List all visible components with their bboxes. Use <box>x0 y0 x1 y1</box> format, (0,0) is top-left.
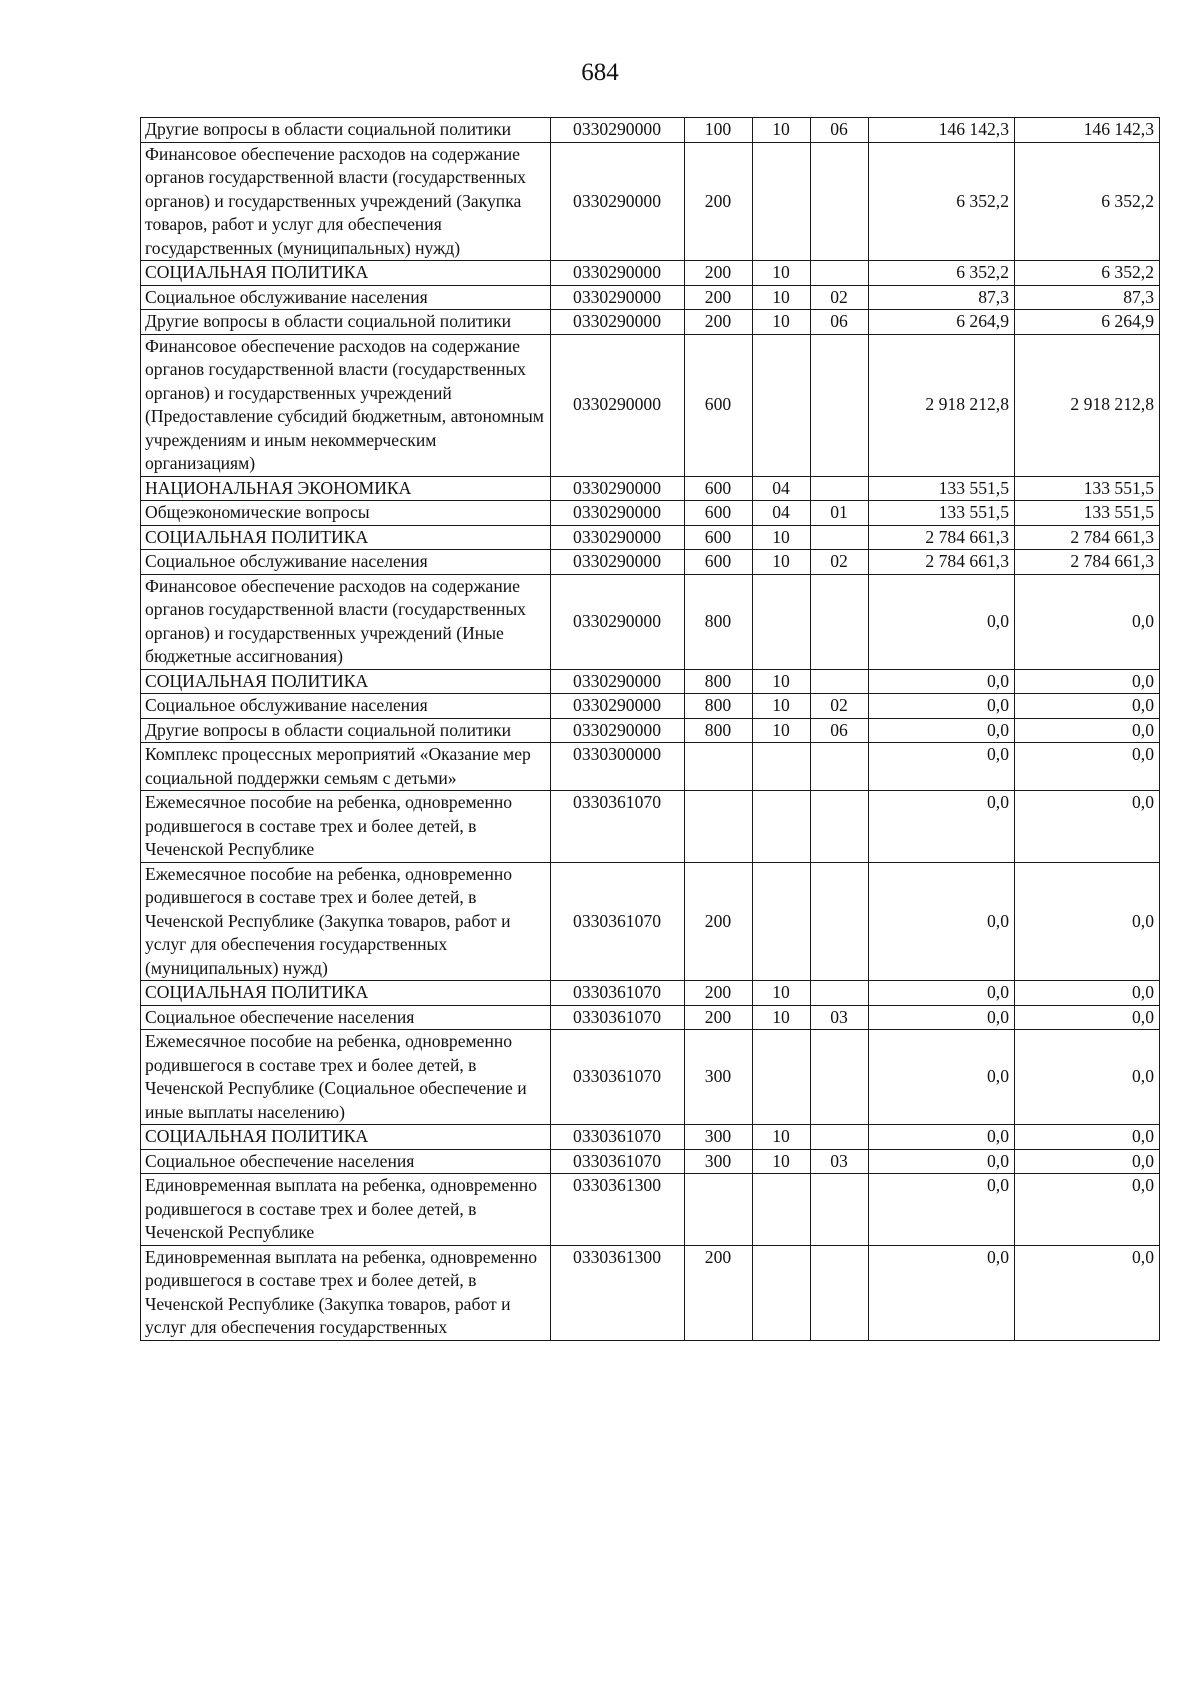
amount-year2-cell: 6 264,9 <box>1015 310 1160 335</box>
target-article-cell: 0330361300 <box>551 1245 685 1340</box>
target-article-cell: 0330290000 <box>551 550 685 575</box>
amount-year1-cell: 0,0 <box>869 1174 1015 1246</box>
subsection-cell: 06 <box>811 118 869 143</box>
row-name-cell: Финансовое обеспечение расходов на содержание органов государственной власти (государственных органов) и государственных учреждений (Предоставление субсидий бюджетным, автономным учреждениям и иным некоммерческим организациям) <box>141 334 551 476</box>
expense-type-cell <box>685 791 753 863</box>
amount-year1-cell: 0,0 <box>869 694 1015 719</box>
section-cell <box>753 1174 811 1246</box>
amount-year2-cell: 0,0 <box>1015 669 1160 694</box>
amount-year1-cell: 0,0 <box>869 981 1015 1006</box>
row-name-cell: Единовременная выплата на ребенка, одновременно родившегося в составе трех и более детей, в Чеченской Республике <box>141 1174 551 1246</box>
amount-year2-cell: 2 784 661,3 <box>1015 525 1160 550</box>
section-cell: 04 <box>753 476 811 501</box>
section-cell: 10 <box>753 550 811 575</box>
expense-type-cell: 100 <box>685 118 753 143</box>
table-row <box>141 1125 1160 1150</box>
target-article-cell: 0330290000 <box>551 694 685 719</box>
subsection-cell <box>811 261 869 286</box>
expense-type-cell: 200 <box>685 285 753 310</box>
table-row <box>141 1005 1160 1030</box>
subsection-cell <box>811 1030 869 1125</box>
expense-type-cell <box>685 743 753 791</box>
amount-year2-cell: 133 551,5 <box>1015 501 1160 526</box>
subsection-cell: 01 <box>811 501 869 526</box>
row-name-cell: Комплекс процессных мероприятий «Оказание мер социальной поддержки семьям с детьми» <box>141 743 551 791</box>
table-row <box>141 1030 1160 1125</box>
amount-year2-cell: 6 352,2 <box>1015 142 1160 261</box>
table-row <box>141 261 1160 286</box>
target-article-cell: 0330361300 <box>551 1174 685 1246</box>
target-article-cell: 0330290000 <box>551 669 685 694</box>
row-name-cell: Ежемесячное пособие на ребенка, одновременно родившегося в составе трех и более детей, в Чеченской Республике (Социальное обеспечение и иные выплаты населению) <box>141 1030 551 1125</box>
subsection-cell: 03 <box>811 1149 869 1174</box>
section-cell <box>753 1245 811 1340</box>
row-name-cell: СОЦИАЛЬНАЯ ПОЛИТИКА <box>141 525 551 550</box>
expense-type-cell: 800 <box>685 694 753 719</box>
section-cell <box>753 743 811 791</box>
expense-type-cell: 600 <box>685 525 753 550</box>
amount-year1-cell: 146 142,3 <box>869 118 1015 143</box>
expense-type-cell: 800 <box>685 669 753 694</box>
table-row <box>141 118 1160 143</box>
row-name-cell: Другие вопросы в области социальной политики <box>141 718 551 743</box>
row-name-cell: Ежемесячное пособие на ребенка, одновременно родившегося в составе трех и более детей, в Чеченской Республике (Закупка товаров, работ и услуг для обеспечения государственных (муниципальных) нужд) <box>141 862 551 981</box>
amount-year2-cell: 6 352,2 <box>1015 261 1160 286</box>
section-cell: 10 <box>753 261 811 286</box>
amount-year2-cell: 0,0 <box>1015 1125 1160 1150</box>
table-row <box>141 476 1160 501</box>
amount-year1-cell: 2 918 212,8 <box>869 334 1015 476</box>
target-article-cell: 0330361070 <box>551 1125 685 1150</box>
table-row <box>141 1174 1160 1246</box>
amount-year1-cell: 2 784 661,3 <box>869 550 1015 575</box>
expense-type-cell: 200 <box>685 1245 753 1340</box>
amount-year2-cell: 146 142,3 <box>1015 118 1160 143</box>
subsection-cell <box>811 476 869 501</box>
expense-type-cell: 300 <box>685 1149 753 1174</box>
amount-year2-cell: 0,0 <box>1015 1174 1160 1246</box>
expense-type-cell: 200 <box>685 261 753 286</box>
target-article-cell: 0330361070 <box>551 981 685 1006</box>
target-article-cell: 0330290000 <box>551 334 685 476</box>
row-name-cell: Социальное обеспечение населения <box>141 1005 551 1030</box>
table-row <box>141 694 1160 719</box>
amount-year1-cell: 0,0 <box>869 718 1015 743</box>
subsection-cell: 06 <box>811 718 869 743</box>
expense-type-cell: 200 <box>685 310 753 335</box>
expense-type-cell: 200 <box>685 1005 753 1030</box>
row-name-cell: Социальное обеспечение населения <box>141 1149 551 1174</box>
row-name-cell: Социальное обслуживание населения <box>141 694 551 719</box>
section-cell: 10 <box>753 118 811 143</box>
amount-year1-cell: 0,0 <box>869 791 1015 863</box>
target-article-cell: 0330290000 <box>551 261 685 286</box>
amount-year2-cell: 87,3 <box>1015 285 1160 310</box>
amount-year1-cell: 0,0 <box>869 1125 1015 1150</box>
amount-year2-cell: 0,0 <box>1015 1030 1160 1125</box>
amount-year2-cell: 0,0 <box>1015 694 1160 719</box>
expense-type-cell: 200 <box>685 142 753 261</box>
target-article-cell: 0330290000 <box>551 310 685 335</box>
expense-type-cell: 300 <box>685 1125 753 1150</box>
subsection-cell: 02 <box>811 550 869 575</box>
section-cell: 10 <box>753 310 811 335</box>
subsection-cell <box>811 743 869 791</box>
amount-year2-cell: 0,0 <box>1015 1245 1160 1340</box>
row-name-cell: НАЦИОНАЛЬНАЯ ЭКОНОМИКА <box>141 476 551 501</box>
target-article-cell: 0330361070 <box>551 1005 685 1030</box>
section-cell: 10 <box>753 525 811 550</box>
expense-type-cell: 300 <box>685 1030 753 1125</box>
section-cell <box>753 1030 811 1125</box>
table-row <box>141 981 1160 1006</box>
table-row <box>141 574 1160 669</box>
table-row <box>141 285 1160 310</box>
amount-year1-cell: 0,0 <box>869 862 1015 981</box>
section-cell <box>753 142 811 261</box>
row-name-cell: Социальное обслуживание населения <box>141 550 551 575</box>
subsection-cell: 06 <box>811 310 869 335</box>
row-name-cell: Единовременная выплата на ребенка, одновременно родившегося в составе трех и более детей, в Чеченской Республике (Закупка товаров, работ и услуг для обеспечения государственных <box>141 1245 551 1340</box>
expense-type-cell: 800 <box>685 718 753 743</box>
section-cell: 10 <box>753 1125 811 1150</box>
subsection-cell <box>811 334 869 476</box>
section-cell <box>753 791 811 863</box>
amount-year1-cell: 0,0 <box>869 669 1015 694</box>
subsection-cell <box>811 791 869 863</box>
target-article-cell: 0330290000 <box>551 718 685 743</box>
table-row <box>141 310 1160 335</box>
subsection-cell <box>811 574 869 669</box>
amount-year2-cell: 0,0 <box>1015 862 1160 981</box>
row-name-cell: Другие вопросы в области социальной политики <box>141 310 551 335</box>
table-row <box>141 862 1160 981</box>
target-article-cell: 0330290000 <box>551 118 685 143</box>
row-name-cell: СОЦИАЛЬНАЯ ПОЛИТИКА <box>141 1125 551 1150</box>
amount-year2-cell: 0,0 <box>1015 718 1160 743</box>
target-article-cell: 0330290000 <box>551 142 685 261</box>
section-cell: 10 <box>753 694 811 719</box>
amount-year1-cell: 0,0 <box>869 1149 1015 1174</box>
amount-year1-cell: 0,0 <box>869 1245 1015 1340</box>
amount-year2-cell: 0,0 <box>1015 574 1160 669</box>
target-article-cell: 0330290000 <box>551 476 685 501</box>
table-row <box>141 718 1160 743</box>
expense-type-cell: 600 <box>685 476 753 501</box>
expense-type-cell: 600 <box>685 550 753 575</box>
amount-year1-cell: 6 352,2 <box>869 261 1015 286</box>
row-name-cell: СОЦИАЛЬНАЯ ПОЛИТИКА <box>141 669 551 694</box>
amount-year1-cell: 6 264,9 <box>869 310 1015 335</box>
amount-year2-cell: 2 784 661,3 <box>1015 550 1160 575</box>
row-name-cell: Другие вопросы в области социальной политики <box>141 118 551 143</box>
row-name-cell: СОЦИАЛЬНАЯ ПОЛИТИКА <box>141 981 551 1006</box>
amount-year1-cell: 6 352,2 <box>869 142 1015 261</box>
amount-year2-cell: 0,0 <box>1015 743 1160 791</box>
section-cell: 10 <box>753 1149 811 1174</box>
target-article-cell: 0330361070 <box>551 1030 685 1125</box>
section-cell: 10 <box>753 285 811 310</box>
amount-year1-cell: 87,3 <box>869 285 1015 310</box>
row-name-cell: Ежемесячное пособие на ребенка, одновременно родившегося в составе трех и более детей, в Чеченской Республике <box>141 791 551 863</box>
subsection-cell <box>811 1245 869 1340</box>
subsection-cell <box>811 525 869 550</box>
target-article-cell: 0330361070 <box>551 1149 685 1174</box>
table-body <box>141 118 1160 1341</box>
expense-type-cell: 600 <box>685 334 753 476</box>
section-cell <box>753 862 811 981</box>
amount-year1-cell: 2 784 661,3 <box>869 525 1015 550</box>
row-name-cell: Общеэкономические вопросы <box>141 501 551 526</box>
amount-year1-cell: 0,0 <box>869 1030 1015 1125</box>
target-article-cell: 0330300000 <box>551 743 685 791</box>
subsection-cell <box>811 981 869 1006</box>
amount-year2-cell: 133 551,5 <box>1015 476 1160 501</box>
amount-year2-cell: 2 918 212,8 <box>1015 334 1160 476</box>
subsection-cell: 02 <box>811 694 869 719</box>
table-row <box>141 743 1160 791</box>
amount-year1-cell: 0,0 <box>869 574 1015 669</box>
target-article-cell: 0330361070 <box>551 862 685 981</box>
amount-year2-cell: 0,0 <box>1015 981 1160 1006</box>
section-cell: 10 <box>753 981 811 1006</box>
subsection-cell <box>811 862 869 981</box>
table-row <box>141 501 1160 526</box>
row-name-cell: Социальное обслуживание населения <box>141 285 551 310</box>
row-name-cell: Финансовое обеспечение расходов на содержание органов государственной власти (государственных органов) и государственных учреждений (Иные бюджетные ассигнования) <box>141 574 551 669</box>
table-row <box>141 334 1160 476</box>
subsection-cell <box>811 1125 869 1150</box>
target-article-cell: 0330290000 <box>551 501 685 526</box>
amount-year1-cell: 133 551,5 <box>869 476 1015 501</box>
subsection-cell <box>811 669 869 694</box>
target-article-cell: 0330290000 <box>551 525 685 550</box>
subsection-cell <box>811 1174 869 1246</box>
amount-year1-cell: 133 551,5 <box>869 501 1015 526</box>
target-article-cell: 0330290000 <box>551 285 685 310</box>
expense-type-cell <box>685 1174 753 1246</box>
section-cell: 10 <box>753 718 811 743</box>
amount-year2-cell: 0,0 <box>1015 791 1160 863</box>
table-row <box>141 525 1160 550</box>
section-cell <box>753 334 811 476</box>
section-cell: 10 <box>753 669 811 694</box>
amount-year1-cell: 0,0 <box>869 743 1015 791</box>
table-row <box>141 791 1160 863</box>
table-row <box>141 1245 1160 1340</box>
section-cell <box>753 574 811 669</box>
page-number: 684 <box>581 59 619 86</box>
table-row <box>141 1149 1160 1174</box>
amount-year2-cell: 0,0 <box>1015 1149 1160 1174</box>
expense-type-cell: 800 <box>685 574 753 669</box>
row-name-cell: Финансовое обеспечение расходов на содержание органов государственной власти (государственных органов) и государственных учреждений (Закупка товаров, работ и услуг для обеспечения государственных (муниципальных) нужд) <box>141 142 551 261</box>
section-cell: 04 <box>753 501 811 526</box>
subsection-cell: 03 <box>811 1005 869 1030</box>
table-row <box>141 669 1160 694</box>
subsection-cell: 02 <box>811 285 869 310</box>
target-article-cell: 0330361070 <box>551 791 685 863</box>
expense-type-cell: 200 <box>685 981 753 1006</box>
expense-type-cell: 600 <box>685 501 753 526</box>
section-cell: 10 <box>753 1005 811 1030</box>
table-row <box>141 550 1160 575</box>
row-name-cell: СОЦИАЛЬНАЯ ПОЛИТИКА <box>141 261 551 286</box>
expense-type-cell: 200 <box>685 862 753 981</box>
amount-year2-cell: 0,0 <box>1015 1005 1160 1030</box>
subsection-cell <box>811 142 869 261</box>
table-row <box>141 142 1160 261</box>
budget-table <box>140 117 1160 1341</box>
amount-year1-cell: 0,0 <box>869 1005 1015 1030</box>
target-article-cell: 0330290000 <box>551 574 685 669</box>
